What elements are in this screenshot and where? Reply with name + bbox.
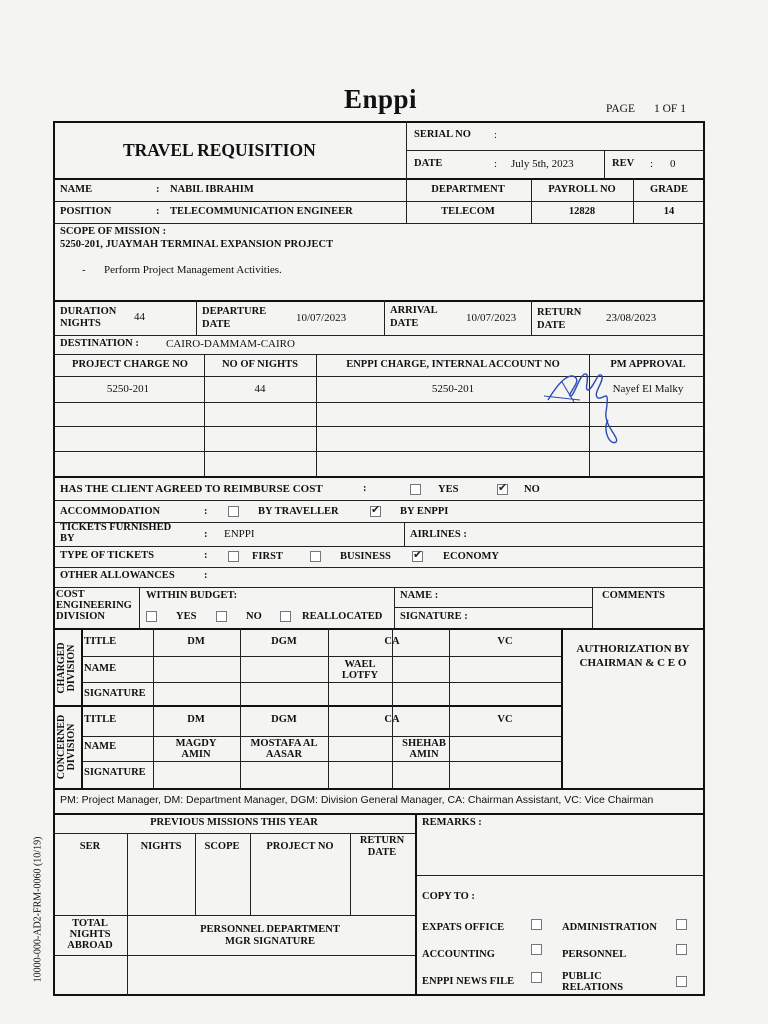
- charge-cell-project: 5250-201: [106, 383, 150, 395]
- by-enppi-checkbox[interactable]: [370, 506, 381, 517]
- pm-signature: [540, 360, 630, 450]
- remarks-label: REMARKS :: [422, 817, 482, 828]
- concerned-dm-name: MAGDY AMIN: [175, 738, 217, 760]
- concerned-col-dgm: DGM: [271, 714, 297, 725]
- return-value: 23/08/2023: [606, 312, 657, 324]
- reimburse-yes-checkbox[interactable]: [410, 484, 421, 495]
- duration-label: DURATION NIGHTS: [60, 306, 117, 329]
- concerned-col-dm: DM: [187, 714, 205, 725]
- copy-news-checkbox[interactable]: [531, 972, 542, 983]
- charge-cell-nights: 44: [254, 383, 266, 395]
- copy-personnel-checkbox[interactable]: [676, 944, 687, 955]
- reimburse-no-label: NO: [524, 484, 540, 495]
- charged-col-dgm: DGM: [271, 636, 297, 647]
- rev-label: REV: [612, 158, 635, 169]
- budget-reallocated-label: REALLOCATED: [302, 611, 383, 622]
- serial-label: SERIAL NO: [414, 129, 471, 140]
- concerned-col-ca: CA: [384, 714, 400, 725]
- scope-activity: Perform Project Management Activities.: [104, 264, 282, 276]
- name-label: NAME: [60, 184, 93, 195]
- name-value: NABIL IBRAHIM: [170, 184, 254, 195]
- previous-header-project: PROJECT NO: [266, 841, 334, 852]
- cost-signature-label: SIGNATURE :: [400, 611, 468, 622]
- budget-no-label: NO: [246, 611, 262, 622]
- budget-yes-checkbox[interactable]: [146, 611, 157, 622]
- date-label: DATE: [414, 158, 443, 169]
- concerned-vc-name: SHEHAB AMIN: [402, 738, 446, 760]
- copy-admin-checkbox[interactable]: [676, 919, 687, 930]
- ticket-type-label: TYPE OF TICKETS: [60, 550, 154, 561]
- form-code: 10000-000-AD2-FRM-0060 (10/19): [32, 836, 44, 983]
- position-colon: :: [156, 206, 160, 217]
- page-number: 1 OF 1: [654, 103, 686, 115]
- previous-header-ser: SER: [79, 841, 101, 852]
- authorization-label: AUTHORIZATION BY CHAIRMAN & C E O: [576, 643, 690, 669]
- accommodation-label: ACCOMMODATION: [60, 506, 161, 517]
- total-nights-label: TOTAL NIGHTS ABROAD: [67, 918, 113, 951]
- previous-header-nights: NIGHTS: [140, 841, 182, 852]
- charge-header-internal: ENPPI CHARGE, INTERNAL ACCOUNT NO: [346, 359, 560, 370]
- charge-header-pm-approval: PM APPROVAL: [610, 359, 686, 370]
- copy-public-checkbox[interactable]: [676, 976, 687, 987]
- position-label: POSITION: [60, 206, 112, 217]
- arrival-value: 10/07/2023: [466, 312, 517, 324]
- payroll-value: 12828: [568, 206, 596, 217]
- charge-cell-internal: 5250-201: [431, 383, 475, 395]
- concerned-name-label: NAME: [84, 741, 117, 752]
- previous-missions-title: PREVIOUS MISSIONS THIS YEAR: [150, 817, 318, 828]
- business-class-label: BUSINESS: [340, 551, 391, 562]
- departure-value: 10/07/2023: [296, 312, 347, 324]
- charged-col-dm: DM: [187, 636, 205, 647]
- ticket-type-colon: :: [204, 550, 208, 561]
- destination-value: CAIRO-DAMMAM-CAIRO: [166, 338, 295, 350]
- charge-cell-pm-approval: Nayef El Malky: [612, 383, 684, 395]
- reimburse-no-checkbox[interactable]: [497, 484, 508, 495]
- grade-value: 14: [663, 206, 675, 217]
- department-label: DEPARTMENT: [431, 184, 505, 195]
- charged-name-label: NAME: [84, 663, 117, 674]
- concerned-dgm-name: MOSTAFA AL AASAR: [250, 738, 318, 760]
- by-enppi-label: BY ENPPI: [400, 506, 449, 517]
- grade-label: GRADE: [650, 184, 688, 195]
- concerned-division-side-label: CONCERNED DIVISION: [56, 714, 77, 780]
- comments-label: COMMENTS: [602, 590, 665, 601]
- serial-colon: :: [494, 129, 498, 141]
- destination-label: DESTINATION :: [60, 338, 139, 349]
- charged-col-ca: CA: [384, 636, 400, 647]
- copy-personnel-label: PERSONNEL: [562, 949, 627, 960]
- cost-name-label: NAME :: [400, 590, 439, 601]
- rev-colon: :: [650, 158, 654, 170]
- copy-accounting-checkbox[interactable]: [531, 944, 542, 955]
- scope-label: SCOPE OF MISSION :: [60, 226, 167, 237]
- allowances-label: OTHER ALLOWANCES: [60, 570, 175, 581]
- copy-expats-checkbox[interactable]: [531, 919, 542, 930]
- personnel-signature-label: PERSONNEL DEPARTMENT MGR SIGNATURE: [200, 924, 340, 947]
- within-budget-label: WITHIN BUDGET:: [146, 590, 238, 601]
- concerned-signature-label: SIGNATURE: [84, 767, 146, 778]
- copy-to-label: COPY TO :: [422, 891, 475, 902]
- economy-class-checkbox[interactable]: [412, 551, 423, 562]
- cost-eng-label: COST ENGINEERING DIVISION: [56, 589, 132, 622]
- budget-yes-label: YES: [176, 611, 197, 622]
- date-colon: :: [494, 158, 498, 170]
- reimburse-colon: :: [363, 483, 367, 494]
- charged-division-side-label: CHARGED DIVISION: [56, 642, 77, 694]
- copy-accounting-label: ACCOUNTING: [422, 949, 495, 960]
- payroll-label: PAYROLL NO: [548, 184, 616, 195]
- copy-public-label: PUBLIC RELATIONS: [562, 971, 624, 993]
- airlines-label: AIRLINES :: [410, 529, 467, 540]
- first-class-label: FIRST: [252, 551, 283, 562]
- logo-text: Enppi: [344, 84, 418, 114]
- reimburse-yes-label: YES: [438, 484, 459, 495]
- rev-value: 0: [670, 158, 676, 170]
- charged-ca-name: WAEL LOTFY: [341, 659, 379, 681]
- tickets-value: ENPPI: [224, 528, 255, 540]
- return-label: RETURN DATE: [537, 307, 582, 331]
- previous-header-return-date: RETURN DATE: [359, 835, 405, 858]
- by-traveller-checkbox[interactable]: [228, 506, 239, 517]
- tickets-colon: :: [204, 529, 208, 540]
- tickets-label: TICKETS FURNISHED BY: [60, 522, 172, 544]
- abbreviations-legend: PM: Project Manager, DM: Department Manager, DGM: Division General Manager, CA: Chairman Assistant, VC: Vice Chairman: [60, 794, 654, 806]
- accommodation-colon: :: [204, 506, 208, 517]
- budget-reallocated-checkbox[interactable]: [280, 611, 291, 622]
- charged-title-label: TITLE: [84, 636, 117, 647]
- departure-label: DEPARTURE DATE: [202, 306, 267, 330]
- arrival-label: ARRIVAL DATE: [390, 305, 438, 329]
- charge-header-project: PROJECT CHARGE NO: [72, 359, 188, 370]
- form-title: TRAVEL REQUISITION: [123, 140, 316, 160]
- economy-class-label: ECONOMY: [443, 551, 499, 562]
- business-class-checkbox[interactable]: [310, 551, 321, 562]
- scope-project: 5250-201, JUAYMAH TERMINAL EXPANSION PROJECT: [60, 239, 334, 250]
- concerned-col-vc: VC: [497, 714, 513, 725]
- first-class-checkbox[interactable]: [228, 551, 239, 562]
- department-value: TELECOM: [441, 206, 495, 217]
- charge-header-nights: NO OF NIGHTS: [221, 359, 299, 370]
- charged-signature-label: SIGNATURE: [84, 688, 146, 699]
- copy-news-label: ENPPI NEWS FILE: [422, 976, 515, 987]
- page-label: PAGE: [606, 103, 635, 115]
- allowances-colon: :: [204, 570, 208, 581]
- enppi-logo: [344, 84, 417, 115]
- concerned-title-label: TITLE: [84, 714, 117, 725]
- position-value: TELECOMMUNICATION ENGINEER: [170, 206, 353, 217]
- previous-header-scope: SCOPE: [204, 841, 240, 852]
- reimburse-label: HAS THE CLIENT AGREED TO REIMBURSE COST: [60, 483, 323, 495]
- date-value: July 5th, 2023: [511, 158, 574, 170]
- name-colon: :: [156, 184, 160, 195]
- copy-admin-label: ADMINISTRATION: [562, 922, 657, 933]
- charged-col-vc: VC: [497, 636, 513, 647]
- budget-no-checkbox[interactable]: [216, 611, 227, 622]
- by-traveller-label: BY TRAVELLER: [258, 506, 339, 517]
- duration-value: 44: [134, 311, 145, 323]
- scope-bullet: -: [82, 264, 86, 276]
- copy-expats-label: EXPATS OFFICE: [422, 922, 505, 933]
